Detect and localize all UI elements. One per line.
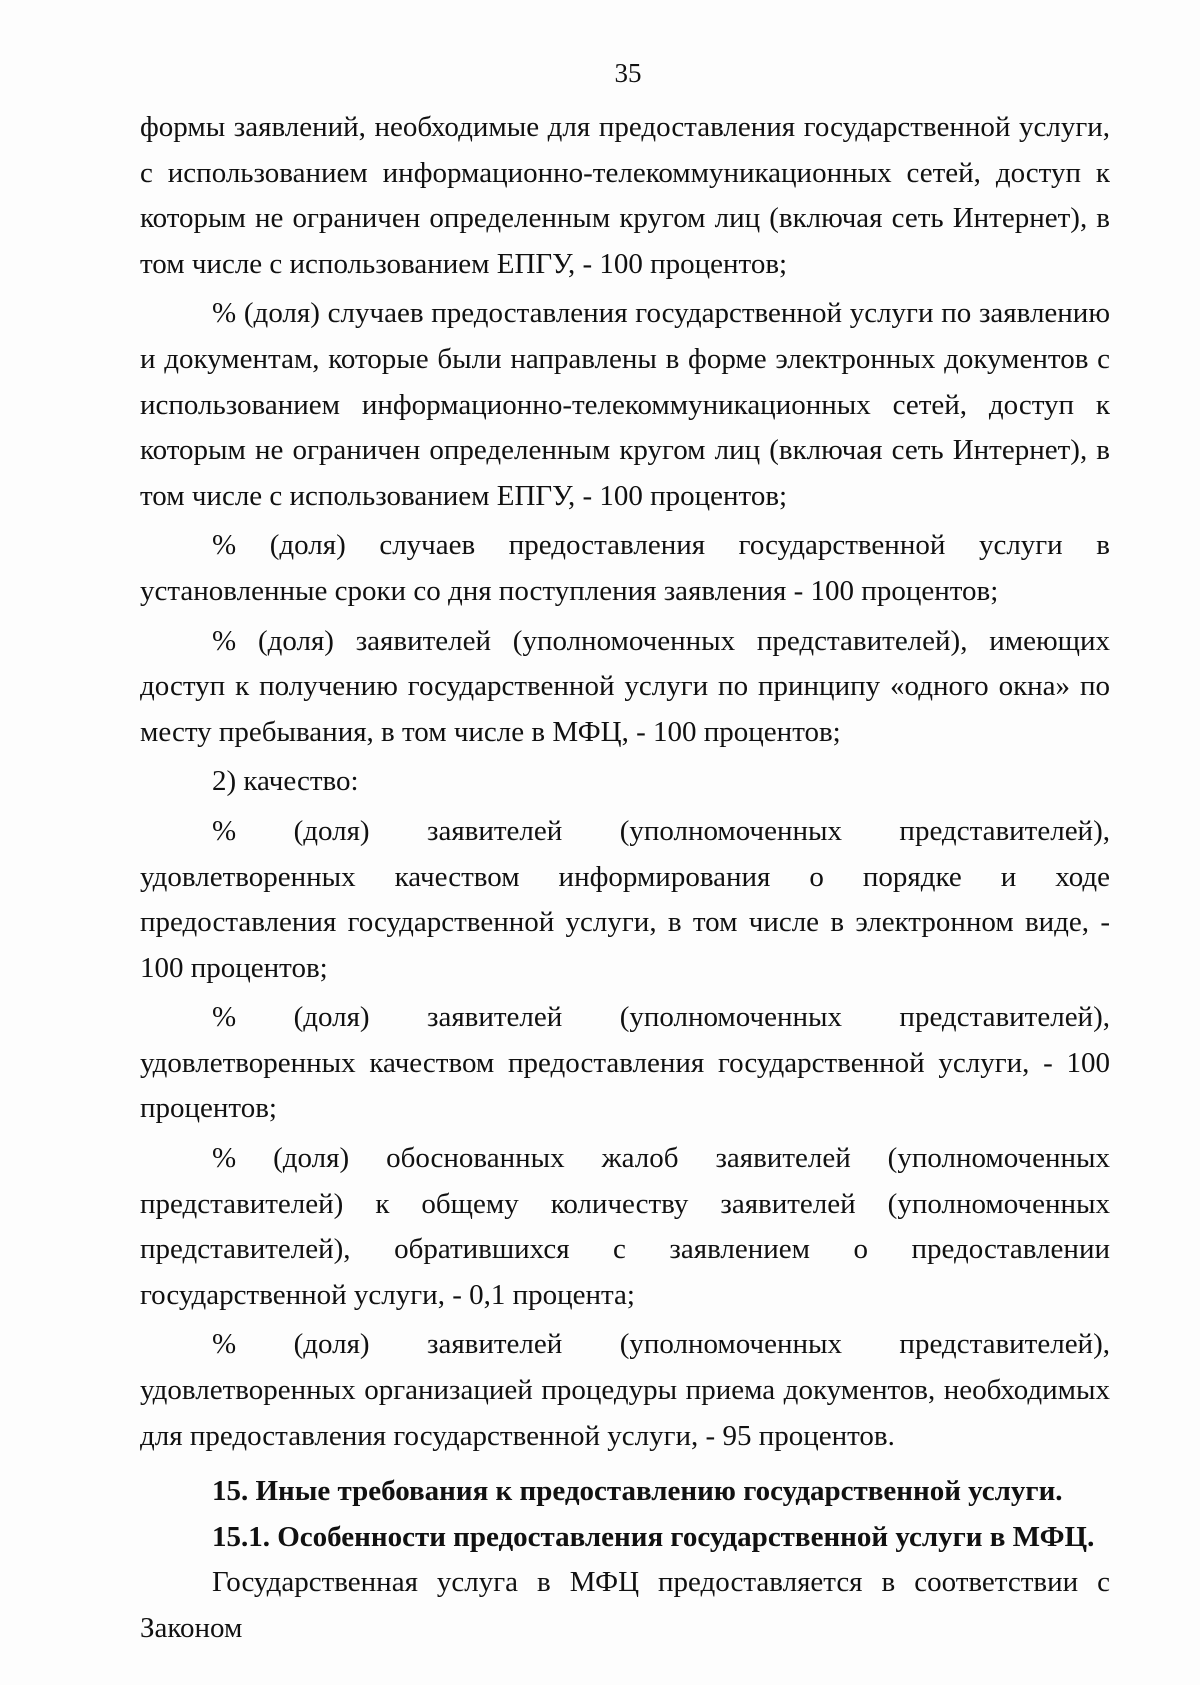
paragraph-quality-heading: 2) качество: <box>212 765 359 798</box>
paragraph-deadlines: % (доля) случаев предоставления государственной услуги в установленные сроки со дня поступления заявления - 100 процентов; <box>140 529 1110 607</box>
section-heading-15: 15. Иные требования к предоставлению государственной услуги. <box>212 1475 1063 1508</box>
paragraph-mfc-law: Государственная услуга в МФЦ предоставляется в соответствии с Законом <box>140 1566 1110 1644</box>
document-body <box>140 105 1110 1652</box>
paragraph-electronic-documents: % (доля) случаев предоставления государственной услуги по заявлению и документам, которые были направлены в форме электронных документов с использованием информационно-телекоммуникационных сетей, доступ к которым не ограничен определенным кругом лиц (включая сеть Интернет), в том числе с использованием ЕПГУ, - 100 процентов; <box>140 297 1110 512</box>
paragraph-informing-quality: % (доля) заявителей (уполномоченных представителей), удовлетворенных качеством информирования о порядке и ходе предоставления государственной услуги, в том числе в электронном виде, - 100 процентов; <box>140 814 1110 984</box>
paragraph-complaints: % (доля) обоснованных жалоб заявителей (уполномоченных представителей) к общему количеству заявителей (уполномоченных представителей), обратившихся с заявлением о предоставлении государственной услуги, - 0,1 процента; <box>140 1142 1110 1311</box>
paragraph-document-reception: % (доля) заявителей (уполномоченных представителей), удовлетворенных организацией процедуры приема документов, необходимых для предоставления государственной услуги, - 95 процентов. <box>140 1328 1110 1452</box>
page-number: 35 <box>614 58 642 88</box>
paragraph-service-quality: % (доля) заявителей (уполномоченных представителей), удовлетворенных качеством предоставления государственной услуги, - 100 процентов; <box>140 1001 1110 1125</box>
paragraph-one-window-access: % (доля) заявителей (уполномоченных представителей), имеющих доступ к получению государственной услуги по принципу «одного окна» по месту пребывания, в том числе в МФЦ, - 100 процентов; <box>140 624 1110 748</box>
paragraph-forms-online: формы заявлений, необходимые для предоставления государственной услуги, с использованием информационно-телекоммуникационных сетей, доступ к которым не ограничен определенным кругом лиц (включая сеть Интернет), в том числе с использованием ЕПГУ, - 100 процентов; <box>140 111 1110 280</box>
section-heading-15-1: 15.1. Особенности предоставления государственной услуги в МФЦ. <box>212 1520 1095 1553</box>
